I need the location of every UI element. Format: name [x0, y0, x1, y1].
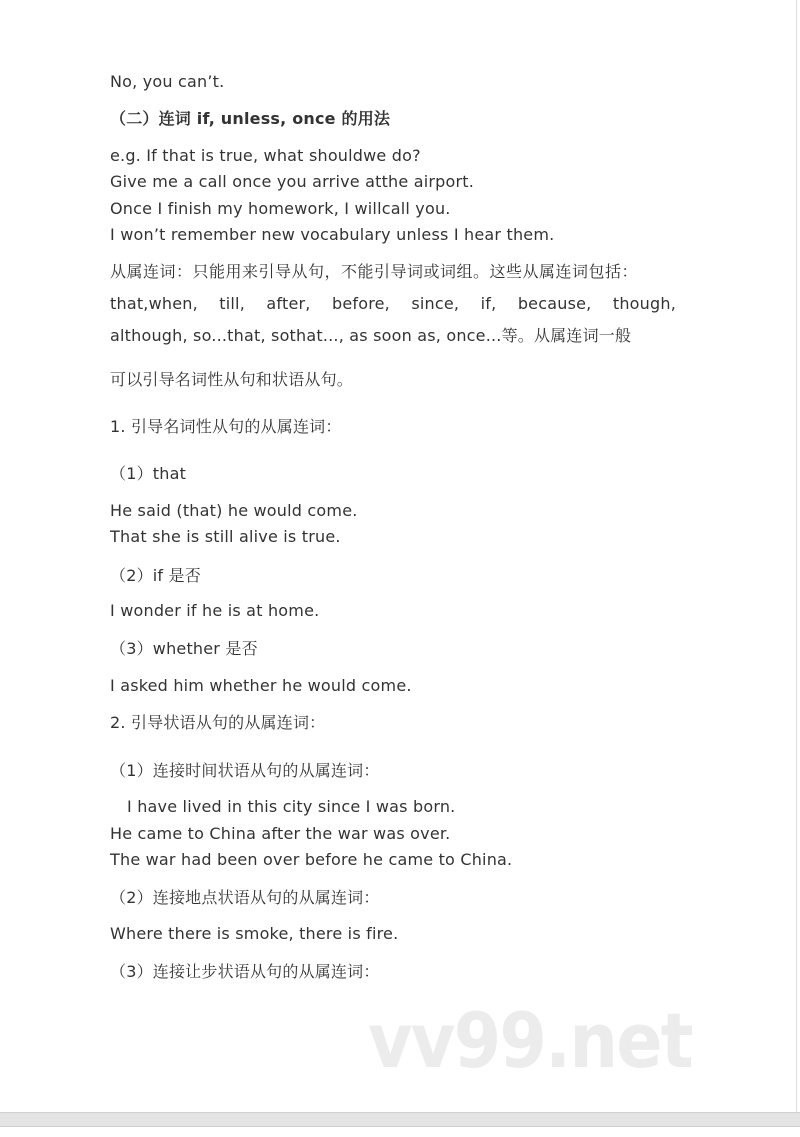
text-line: although, so...that, sothat..., as soon as, once...等。从属连词一般 — [110, 326, 632, 345]
text-line: I won’t remember new vocabulary unless I hear them. — [110, 225, 555, 244]
text-line: I asked him whether he would come. — [110, 676, 412, 695]
page-separator — [0, 1112, 800, 1127]
text-line: The war had been over before he came to China. — [110, 850, 513, 869]
subheading: （3）连接让步状语从句的从属连词： — [110, 962, 380, 981]
subheading: （3）whether 是否 — [110, 639, 258, 658]
text-line: e.g. If that is true, what shouldwe do? — [110, 146, 421, 165]
subheading: （2）连接地点状语从句的从属连词： — [110, 888, 380, 907]
text-line: No, you can’t. — [110, 72, 225, 91]
text-line: Once I finish my homework, I willcall you. — [110, 199, 451, 218]
text-line: That she is still alive is true. — [110, 527, 341, 546]
subheading: （2）if 是否 — [110, 566, 201, 585]
text-line: Give me a call once you arrive atthe airport. — [110, 172, 475, 191]
subheading: （1）that — [110, 464, 187, 483]
section-heading: （二）连词 if, unless, once 的用法 — [110, 109, 391, 128]
text-line: I wonder if he is at home. — [110, 601, 320, 620]
text-line: I have lived in this city since I was born. — [127, 797, 456, 816]
text-line: He said (that) he would come. — [110, 501, 358, 520]
text-line: 从属连词：只能用来引导从句，不能引导词或词组。这些从属连词包括： — [110, 262, 639, 281]
text-line: He came to China after the war was over. — [110, 824, 451, 843]
watermark: vv99.net — [368, 996, 692, 1085]
subheading: （1）连接时间状语从句的从属连词： — [110, 761, 380, 780]
text-line: that,when, till, after, before, since, if, because, though, — [110, 294, 676, 313]
subheading: 1. 引导名词性从句的从属连词： — [110, 417, 342, 436]
text-line: 可以引导名词性从句和状语从句。 — [110, 370, 354, 389]
text-line: Where there is smoke, there is fire. — [110, 924, 399, 943]
subheading: 2. 引导状语从句的从属连词： — [110, 713, 326, 732]
